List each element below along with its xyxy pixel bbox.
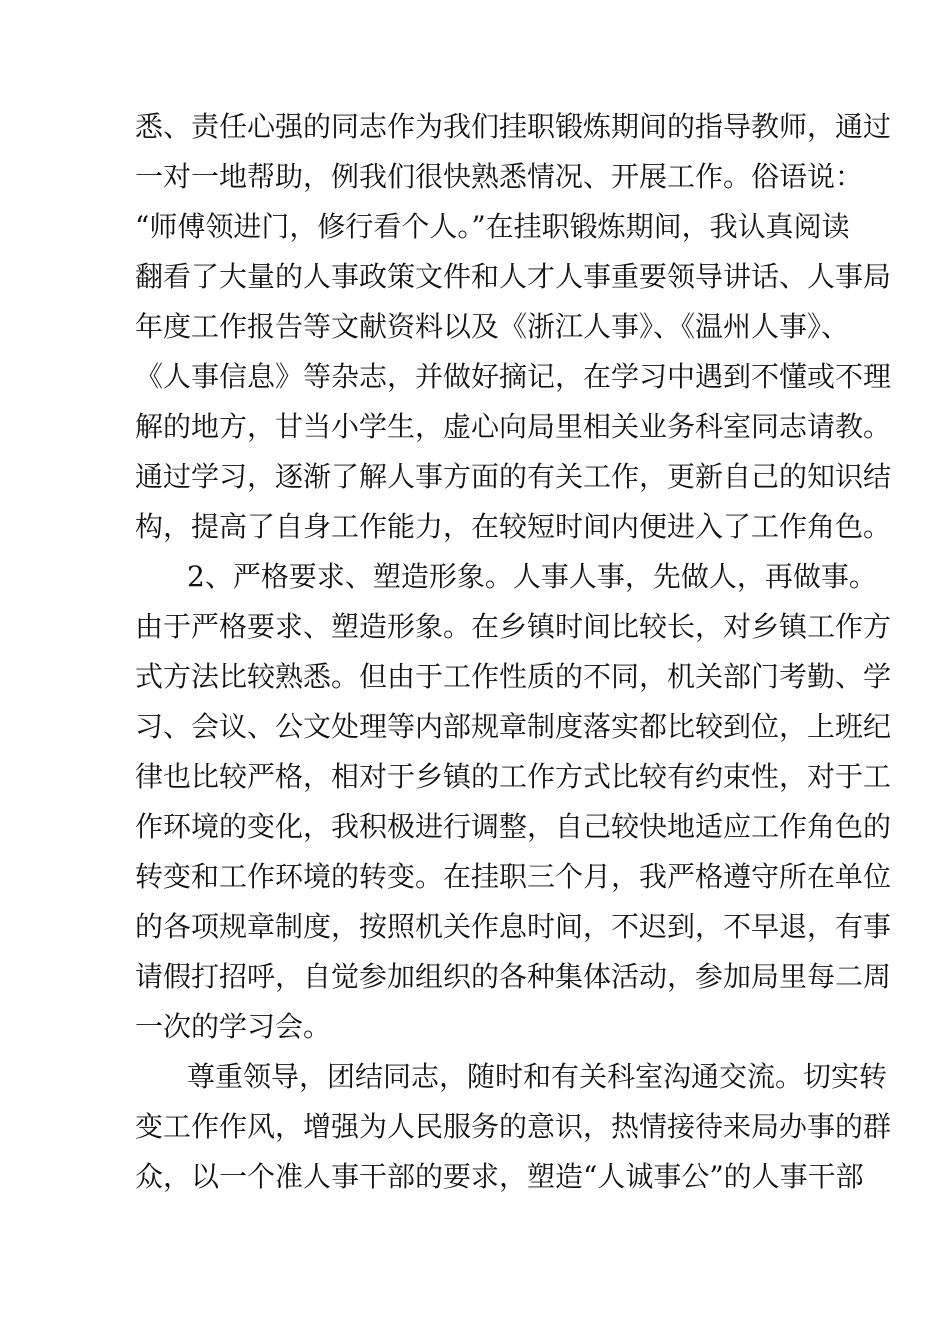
text-line: 变工作作风，增强为人民服务的意识，热情接待来局办事的群 bbox=[135, 1110, 892, 1143]
paragraph-heading: 2、严格要求、塑造形象。人事人事，先做人，再做事。 bbox=[187, 560, 877, 593]
text-line: 构，提高了自身工作能力，在较短时间内便进入了工作角色。 bbox=[135, 510, 892, 543]
text-line: 律也比较严格，相对于乡镇的工作方式比较有约束性，对于工 bbox=[135, 760, 892, 793]
text-line: 一对一地帮助，例我们很快熟悉情况、开展工作。俗语说： bbox=[135, 160, 864, 193]
text-line: 解的地方，甘当小学生，虚心向局里相关业务科室同志请教。 bbox=[135, 410, 892, 443]
text-line: 尊重领导，团结同志，随时和有关科室沟通交流。切实转 bbox=[187, 1060, 888, 1093]
text-line: 翻看了大量的人事政策文件和人才人事重要领导讲话、人事局 bbox=[135, 260, 892, 293]
text-line: 由于严格要求、塑造形象。在乡镇时间比较长，对乡镇工作方 bbox=[135, 610, 892, 643]
text-line: 众，以一个准人事干部的要求，塑造“人诚事公”的人事干部 bbox=[135, 1160, 864, 1193]
text-line: 悉、责任心强的同志作为我们挂职锻炼期间的指导教师，通过 bbox=[135, 110, 892, 143]
text-line: “师傅领进门，修行看个人。”在挂职锻炼期间，我认真阅读 bbox=[135, 210, 850, 243]
text-line: 转变和工作环境的转变。在挂职三个月，我严格遵守所在单位 bbox=[135, 860, 892, 893]
text-line: 式方法比较熟悉。但由于工作性质的不同，机关部门考勤、学 bbox=[135, 660, 892, 693]
text-line: 的各项规章制度，按照机关作息时间，不迟到，不早退，有事 bbox=[135, 910, 892, 943]
text-line: 通过学习，逐渐了解人事方面的有关工作，更新自己的知识结 bbox=[135, 460, 892, 493]
text-line: 作环境的变化，我积极进行调整，自己较快地适应工作角色的 bbox=[135, 810, 892, 843]
text-line: 请假打招呼，自觉参加组织的各种集体活动，参加局里每二周 bbox=[135, 960, 892, 993]
text-line: 一次的学习会。 bbox=[135, 1010, 332, 1043]
text-line: 《人事信息》等杂志，并做好摘记，在学习中遇到不懂或不理 bbox=[135, 360, 892, 393]
text-line: 年度工作报告等文献资料以及《浙江人事》、《温州人事》、 bbox=[135, 310, 850, 343]
text-line: 习、会议、公文处理等内部规章制度落实都比较到位，上班纪 bbox=[135, 710, 892, 743]
